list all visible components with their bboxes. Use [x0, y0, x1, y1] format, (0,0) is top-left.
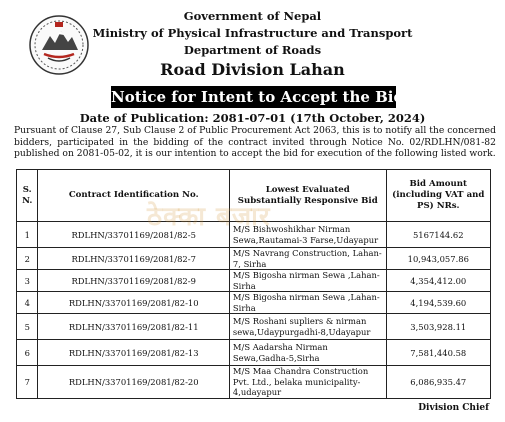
intro-paragraph: Pursuant of Clause 27, Sub Clause 2 of Public Procurement Act 2063, this is to notify all the concerned bidders, participated in the bidding of the contract invited through Notice No. 02/RDLHN/081-82 published on 2081-05-02, it is our intention to accept the bid for execution of the following listed work. — [14, 125, 496, 160]
row-bidder: M/S Navrang Construction, Lahan-7, Sirha — [229, 248, 386, 270]
table-row — [17, 340, 491, 366]
row-sn: 3 — [17, 270, 38, 292]
row-sn: 7 — [17, 366, 38, 399]
row-sn: 1 — [17, 222, 38, 248]
table-row — [17, 292, 491, 314]
row-amount: 3,503,928.11 — [386, 314, 490, 340]
header-bidder: Lowest Evaluated Substantially Responsive Bid — [229, 170, 386, 222]
table-row — [17, 366, 491, 399]
table-row — [17, 314, 491, 340]
row-contract: RDLHN/33701169/2081/82-9 — [38, 270, 229, 292]
row-amount: 7,581,440.58 — [386, 340, 490, 366]
department-name: Department of Roads — [183, 43, 322, 57]
notice-title-banner: Notice for Intent to Accept the Bid — [111, 88, 404, 106]
row-sn: 4 — [17, 292, 38, 314]
header-amount: Bid Amount (including VAT and PS) NRs. — [386, 170, 490, 222]
row-amount: 4,354,412.00 — [386, 270, 490, 292]
government-name: Government of Nepal — [183, 9, 322, 23]
row-bidder: M/S Bigosha nirman Sewa ,Lahan-Sirha — [229, 292, 386, 314]
header-sn: S. N. — [17, 170, 38, 222]
publication-date: Date of Publication: 2081-07-01 (17th October, 2024) — [79, 111, 426, 125]
row-contract: RDLHN/33701169/2081/82-11 — [38, 314, 229, 340]
row-contract: RDLHN/33701169/2081/82-13 — [38, 340, 229, 366]
row-bidder: M/S Bigosha nirman Sewa ,Lahan-Sirha — [229, 270, 386, 292]
division-chief-signature: Division Chief — [418, 403, 489, 413]
row-contract: RDLHN/33701169/2081/82-7 — [38, 248, 229, 270]
table-row — [17, 248, 491, 270]
row-contract: RDLHN/33701169/2081/82-5 — [38, 222, 229, 248]
row-sn: 6 — [17, 340, 38, 366]
row-bidder: M/S Maa Chandra Construction Pvt. Ltd., belaka municipality-4,udayapur — [229, 366, 386, 399]
ministry-name: Ministry of Physical Infrastructure and Transport — [92, 26, 413, 40]
row-bidder: M/S Roshani supliers & nirman sewa,Udaypurgadhi-8,Udayapur — [229, 314, 386, 340]
row-sn: 5 — [17, 314, 38, 340]
row-amount: 10,943,057.86 — [386, 248, 490, 270]
row-contract: RDLHN/33701169/2081/82-20 — [38, 366, 229, 399]
watermark: ठेक्का बजार — [147, 202, 271, 232]
table-row — [17, 270, 491, 292]
row-sn: 2 — [17, 248, 38, 270]
row-amount: 5167144.62 — [386, 222, 490, 248]
row-bidder: M/S Aadarsha Nirman Sewa,Gadha-5,Sirha — [229, 340, 386, 366]
office-name: Road Division Lahan — [160, 60, 345, 79]
header-contract: Contract Identification No. — [38, 170, 229, 222]
row-amount: 4,194,539.60 — [386, 292, 490, 314]
row-amount: 6,086,935.47 — [386, 366, 490, 399]
row-contract: RDLHN/33701169/2081/82-10 — [38, 292, 229, 314]
row-bidder: M/S Bishwoshikhar Nirman Sewa,Rautamai-3 Farse,Udayapur — [229, 222, 386, 248]
